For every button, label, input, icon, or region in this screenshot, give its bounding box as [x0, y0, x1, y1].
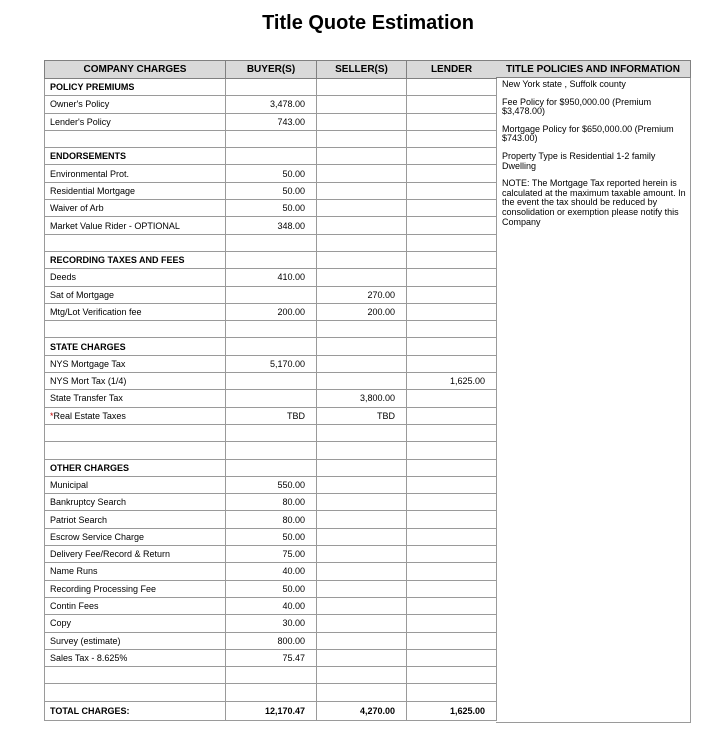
charge-label: Survey (estimate)	[45, 632, 226, 649]
charge-label: Bankruptcy Search	[45, 494, 226, 511]
seller-amount	[317, 96, 407, 113]
info-header: TITLE POLICIES AND INFORMATION	[496, 60, 691, 78]
buyer-amount: 550.00	[226, 476, 317, 493]
charge-label: Environmental Prot.	[45, 165, 226, 182]
buyer-amount: 75.47	[226, 649, 317, 666]
section-row	[45, 79, 497, 96]
total-label: TOTAL CHARGES:	[45, 701, 226, 720]
seller-amount: 200.00	[317, 303, 407, 320]
charge-row	[45, 286, 497, 303]
charge-row	[45, 528, 497, 545]
info-property-type: Property Type is Residential 1-2 family Dwelling	[502, 150, 656, 171]
section-title: OTHER CHARGES	[45, 459, 226, 476]
seller-amount	[317, 476, 407, 493]
charge-row	[45, 303, 497, 320]
lender-header: LENDER	[407, 61, 497, 79]
charge-row	[45, 546, 497, 563]
seller-header: SELLER(S)	[317, 61, 407, 79]
buyer-amount	[226, 321, 317, 338]
lender-amount	[407, 597, 497, 614]
lender-amount	[407, 217, 497, 234]
lender-amount	[407, 580, 497, 597]
seller-amount	[317, 424, 407, 441]
seller-amount	[317, 113, 407, 130]
seller-amount	[317, 373, 407, 390]
seller-amount	[317, 597, 407, 614]
buyer-amount: 80.00	[226, 511, 317, 528]
charge-label-text: Real Estate Taxes	[53, 410, 126, 421]
buyer-amount: 5,170.00	[226, 355, 317, 372]
lender-amount: 1,625.00	[407, 373, 497, 390]
lender-amount	[407, 303, 497, 320]
charge-row	[45, 494, 497, 511]
charge-label: Mtg/Lot Verification fee	[45, 303, 226, 320]
charge-label	[45, 234, 226, 251]
lender-amount	[407, 407, 497, 424]
lender-amount	[407, 286, 497, 303]
buyer-amount	[226, 442, 317, 459]
seller-amount	[317, 546, 407, 563]
lender-amount	[407, 563, 497, 580]
seller-amount	[317, 459, 407, 476]
charge-label	[45, 321, 226, 338]
lender-amount	[407, 130, 497, 147]
buyer-header: BUYER(S)	[226, 61, 317, 79]
charge-label: Delivery Fee/Record & Return	[45, 546, 226, 563]
charge-label: Copy	[45, 615, 226, 632]
buyer-amount: 800.00	[226, 632, 317, 649]
charge-label	[45, 407, 226, 424]
info-panel	[496, 60, 691, 232]
blank-row	[45, 130, 497, 147]
blank-row	[45, 321, 497, 338]
section-row	[45, 251, 497, 268]
charge-label	[45, 684, 226, 701]
seller-amount	[317, 321, 407, 338]
charge-label	[45, 424, 226, 441]
charge-row	[45, 511, 497, 528]
seller-amount	[317, 580, 407, 597]
buyer-amount: 3,478.00	[226, 96, 317, 113]
charge-rows	[45, 79, 497, 702]
charge-label: Patriot Search	[45, 511, 226, 528]
charge-label: Municipal	[45, 476, 226, 493]
seller-amount	[317, 200, 407, 217]
seller-amount	[317, 338, 407, 355]
charge-row	[45, 649, 497, 666]
charge-row	[45, 165, 497, 182]
buyer-amount	[226, 234, 317, 251]
total-row	[45, 701, 497, 720]
charge-label: NYS Mortgage Tax	[45, 355, 226, 372]
buyer-amount: 40.00	[226, 563, 317, 580]
buyer-amount: 50.00	[226, 528, 317, 545]
lender-amount	[407, 79, 497, 96]
section-row	[45, 459, 497, 476]
buyer-amount: 80.00	[226, 494, 317, 511]
charge-row	[45, 563, 497, 580]
charge-row	[45, 390, 497, 407]
lender-amount	[407, 667, 497, 684]
blank-row	[45, 667, 497, 684]
charge-row	[45, 580, 497, 597]
info-mortgage-policy: Mortgage Policy for $650,000.00 (Premium $743.00)	[502, 123, 674, 144]
charge-label: Owner's Policy	[45, 96, 226, 113]
section-title: STATE CHARGES	[45, 338, 226, 355]
charge-row	[45, 182, 497, 199]
buyer-amount	[226, 338, 317, 355]
charge-row	[45, 597, 497, 614]
info-fee-policy: Fee Policy for $950,000.00 (Premium $3,478.00)	[502, 96, 652, 117]
lender-amount	[407, 338, 497, 355]
lender-amount	[407, 148, 497, 165]
buyer-amount	[226, 373, 317, 390]
section-title: RECORDING TAXES AND FEES	[45, 251, 226, 268]
lender-amount	[407, 649, 497, 666]
buyer-amount: 743.00	[226, 113, 317, 130]
lender-amount	[407, 390, 497, 407]
lender-amount	[407, 113, 497, 130]
charge-row	[45, 355, 497, 372]
page-title: Title Quote Estimation	[262, 12, 474, 34]
seller-amount	[317, 632, 407, 649]
charge-label: Sales Tax - 8.625%	[45, 649, 226, 666]
charge-label: NYS Mort Tax (1/4)	[45, 373, 226, 390]
lender-amount	[407, 615, 497, 632]
charge-label: Lender's Policy	[45, 113, 226, 130]
seller-amount	[317, 684, 407, 701]
blank-row	[45, 424, 497, 441]
charge-label: Deeds	[45, 269, 226, 286]
seller-amount	[317, 269, 407, 286]
seller-amount	[317, 649, 407, 666]
lender-amount	[407, 459, 497, 476]
charge-label: Contin Fees	[45, 597, 226, 614]
buyer-amount	[226, 130, 317, 147]
buyer-amount: 50.00	[226, 165, 317, 182]
charge-label: Escrow Service Charge	[45, 528, 226, 545]
charge-label	[45, 667, 226, 684]
buyer-amount	[226, 424, 317, 441]
buyer-amount	[226, 684, 317, 701]
blank-row	[45, 442, 497, 459]
info-box	[496, 78, 691, 232]
company-charges-header: COMPANY CHARGES	[45, 61, 226, 79]
seller-amount	[317, 563, 407, 580]
lender-amount	[407, 96, 497, 113]
seller-amount	[317, 494, 407, 511]
seller-amount	[317, 251, 407, 268]
seller-amount	[317, 442, 407, 459]
buyer-amount: TBD	[226, 407, 317, 424]
buyer-amount: 40.00	[226, 597, 317, 614]
charge-row	[45, 615, 497, 632]
buyer-amount: 410.00	[226, 269, 317, 286]
charge-label: Recording Processing Fee	[45, 580, 226, 597]
seller-amount	[317, 615, 407, 632]
section-title: POLICY PREMIUMS	[45, 79, 226, 96]
info-note: NOTE: The Mortgage Tax reported herein is calculated at the maximum taxable amount. In the event the tax should be reduced by consolidation or exemption please notify this Company	[502, 178, 686, 227]
lender-amount	[407, 251, 497, 268]
seller-amount	[317, 148, 407, 165]
lender-amount	[407, 200, 497, 217]
lender-amount	[407, 355, 497, 372]
buyer-amount	[226, 390, 317, 407]
charge-label: Market Value Rider - OPTIONAL	[45, 217, 226, 234]
buyer-amount	[226, 459, 317, 476]
buyer-amount: 50.00	[226, 182, 317, 199]
charge-label: Residential Mortgage	[45, 182, 226, 199]
seller-amount: TBD	[317, 407, 407, 424]
seller-amount: 270.00	[317, 286, 407, 303]
charge-row	[45, 476, 497, 493]
buyer-amount: 200.00	[226, 303, 317, 320]
seller-amount	[317, 355, 407, 372]
info-panel-blank	[496, 232, 691, 723]
buyer-amount	[226, 251, 317, 268]
seller-amount	[317, 217, 407, 234]
charge-row	[45, 407, 497, 424]
total-seller: 4,270.00	[317, 701, 407, 720]
lender-amount	[407, 546, 497, 563]
charge-row	[45, 217, 497, 234]
buyer-amount	[226, 79, 317, 96]
asterisk-mark: *	[50, 410, 54, 421]
buyer-amount: 348.00	[226, 217, 317, 234]
buyer-amount: 75.00	[226, 546, 317, 563]
charge-row	[45, 200, 497, 217]
total-buyer: 12,170.47	[226, 701, 317, 720]
charge-label: Sat of Mortgage	[45, 286, 226, 303]
seller-amount	[317, 511, 407, 528]
lender-amount	[407, 182, 497, 199]
lender-amount	[407, 234, 497, 251]
charge-label: Waiver of Arb	[45, 200, 226, 217]
blank-row	[45, 684, 497, 701]
lender-amount	[407, 494, 497, 511]
seller-amount	[317, 79, 407, 96]
seller-amount	[317, 667, 407, 684]
buyer-amount: 30.00	[226, 615, 317, 632]
charge-row	[45, 96, 497, 113]
lender-amount	[407, 476, 497, 493]
info-location: New York state , Suffolk county	[502, 79, 626, 89]
header-row	[45, 61, 497, 79]
charge-label: State Transfer Tax	[45, 390, 226, 407]
section-title: ENDORSEMENTS	[45, 148, 226, 165]
charges-table	[44, 60, 497, 721]
buyer-amount: 50.00	[226, 580, 317, 597]
lender-amount	[407, 165, 497, 182]
buyer-amount: 50.00	[226, 200, 317, 217]
section-row	[45, 338, 497, 355]
buyer-amount	[226, 148, 317, 165]
lender-amount	[407, 528, 497, 545]
section-row	[45, 148, 497, 165]
seller-amount	[317, 182, 407, 199]
charge-row	[45, 269, 497, 286]
charge-row	[45, 113, 497, 130]
lender-amount	[407, 632, 497, 649]
charge-label: Name Runs	[45, 563, 226, 580]
seller-amount	[317, 528, 407, 545]
blank-row	[45, 234, 497, 251]
seller-amount	[317, 130, 407, 147]
charge-label	[45, 130, 226, 147]
lender-amount	[407, 269, 497, 286]
buyer-amount	[226, 286, 317, 303]
lender-amount	[407, 442, 497, 459]
buyer-amount	[226, 667, 317, 684]
lender-amount	[407, 511, 497, 528]
lender-amount	[407, 321, 497, 338]
charge-label	[45, 442, 226, 459]
seller-amount	[317, 234, 407, 251]
charge-row	[45, 373, 497, 390]
seller-amount: 3,800.00	[317, 390, 407, 407]
total-lender: 1,625.00	[407, 701, 497, 720]
lender-amount	[407, 424, 497, 441]
seller-amount	[317, 165, 407, 182]
lender-amount	[407, 684, 497, 701]
charge-row	[45, 632, 497, 649]
